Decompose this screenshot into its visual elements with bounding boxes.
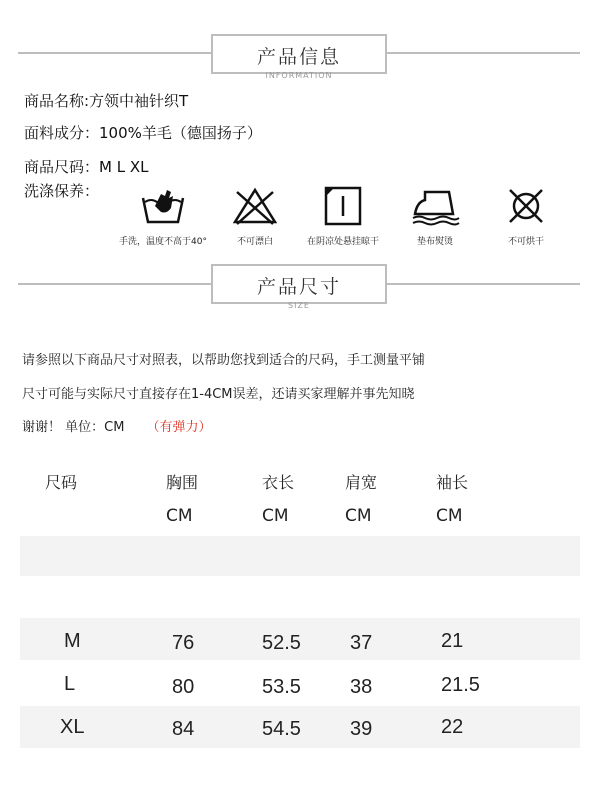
product-fabric: 面料成分：100%羊毛（德国扬子） [24,124,262,142]
size-section-header [211,264,387,310]
table-cell-sleeve-xl: 22 [441,716,464,738]
elastic-note: （有弹力） [146,420,212,435]
care-label-hand-wash: 手洗，温度不高于40° [119,237,207,247]
care-label-iron: 垫布熨烫 [416,237,453,247]
table-cell-sleeve-m: 21 [441,630,464,652]
care-label-no-tumble-dry: 不可烘干 [507,237,544,247]
table-cell-sleeve-l: 21.5 [441,674,480,696]
product-name: 商品名称:方领中袖针织T [24,92,189,110]
table-empty-band [20,536,580,576]
table-cell-shoulder-xl: 39 [350,718,373,740]
table-cell-length-l: 53.5 [262,676,301,698]
table-header-chest: 胸围 [166,473,199,492]
size-note-line2: 尺寸可能与实际尺寸直接存在1-4CM误差，还请买家理解并事先知晓 [22,387,415,402]
care-label: 洗涤保养： [24,182,100,200]
table-cell-chest-m: 76 [172,632,195,654]
size-note-unit: 谢谢！ 单位：CM [22,420,125,435]
table-unit-length: CM [262,506,289,526]
hand-wash-icon [139,186,187,226]
product-sizes: 商品尺码：M L XL [24,158,149,176]
table-cell-chest-xl: 84 [172,718,195,740]
info-section-header [211,34,387,80]
size-section-subtitle: SIZE [288,301,310,310]
size-header-line-left [18,283,213,285]
no-tumble-dry-icon [502,186,550,226]
table-header-length: 衣长 [262,473,295,492]
no-bleach-icon [231,186,279,226]
size-note-line1: 请参照以下商品尺寸对照表，以帮助您找到适合的尺码，手工测量平铺 [22,353,426,368]
table-unit-chest: CM [166,506,193,526]
info-header-line-right [385,52,580,54]
table-unit-sleeve: CM [436,506,463,526]
table-unit-shoulder: CM [345,506,372,526]
table-header-sleeve: 袖长 [436,473,469,492]
table-cell-shoulder-l: 38 [350,676,373,698]
size-header-line-right [385,283,580,285]
info-header-line-left [18,52,213,54]
info-section-subtitle: INFORMATION [265,71,333,80]
care-label-no-bleach: 不可漂白 [236,237,273,247]
care-item-hang-dry [293,186,393,247]
table-cell-chest-l: 80 [172,676,195,698]
care-item-hand-wash [113,186,213,247]
care-label-hang-dry: 在阴凉处悬挂晾干 [306,237,379,247]
table-cell-length-m: 52.5 [262,632,301,654]
table-header-size: 尺码 [45,473,78,492]
iron-with-cloth-icon [409,186,461,226]
care-item-no-tumble-dry [476,186,576,247]
care-item-no-bleach [205,186,305,247]
table-cell-size-m: M [64,630,81,652]
size-note-line3 [22,416,211,435]
size-section-title: 产品尺寸 [256,276,341,298]
table-cell-shoulder-m: 37 [350,632,373,654]
info-section-title: 产品信息 [256,46,341,68]
table-cell-size-xl: XL [60,716,85,738]
table-cell-length-xl: 54.5 [262,718,301,740]
hang-dry-shade-icon [319,186,367,226]
table-cell-size-l: L [64,673,76,695]
care-item-iron [385,186,485,247]
table-header-shoulder: 肩宽 [345,473,378,492]
